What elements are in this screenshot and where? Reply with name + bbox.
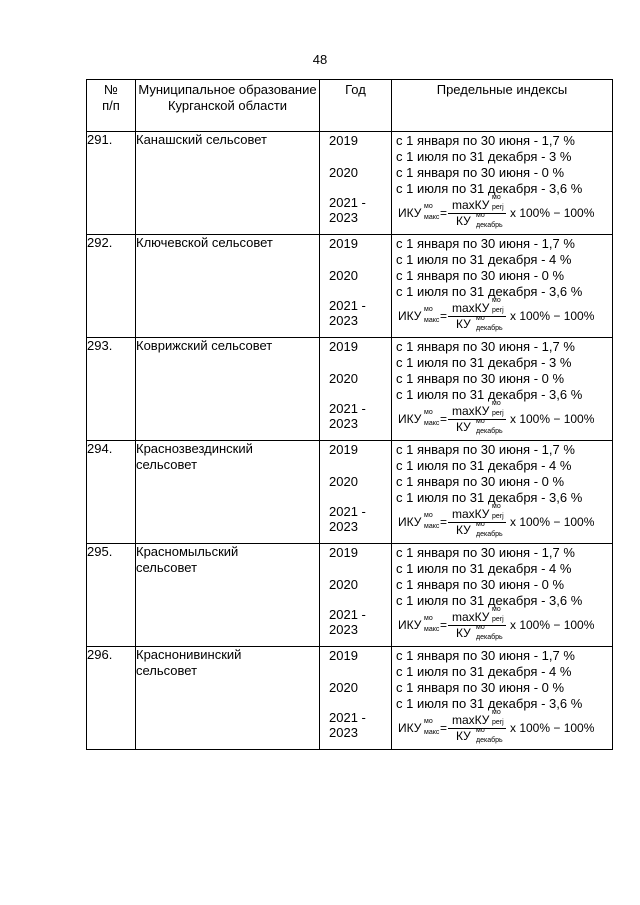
index-line-1: с 1 января по 30 июня - 1,7 % [396, 236, 575, 251]
formula-lhs [398, 512, 448, 530]
index-line-1: с 1 января по 30 июня - 1,7 % [396, 339, 575, 354]
formula-lhs-sub: макс [424, 729, 440, 736]
year-2021-2023: 2021 - 2023 [329, 195, 366, 225]
formula-numerator [452, 400, 504, 418]
formula-fraction [446, 503, 508, 539]
formula-equals: = [440, 618, 448, 632]
years-cell [320, 544, 392, 647]
index-line-4: с 1 июля по 31 декабря - 3,6 % [396, 490, 583, 505]
municipality-name-label: Коврижский сельсовет [136, 338, 273, 353]
years-cell [320, 647, 392, 750]
years-cell [320, 235, 392, 338]
indices-cell [392, 441, 613, 544]
row-number [87, 338, 136, 441]
index-line-4: с 1 июля по 31 декабря - 3,6 % [396, 284, 583, 299]
formula-denominator [456, 521, 503, 538]
formula-lhs [398, 718, 448, 736]
formula-den-text: КУ [456, 214, 471, 228]
formula-num-sub: perj [492, 204, 504, 211]
year-2020: 2020 [329, 474, 358, 489]
formula-lhs [398, 615, 448, 633]
formula-num-sup: мо [492, 194, 501, 201]
formula-lhs-sub: макс [424, 420, 440, 427]
index-line-3: с 1 января по 30 июня - 0 % [396, 680, 565, 695]
header-year [320, 80, 392, 132]
index-line-1: с 1 января по 30 июня - 1,7 % [396, 648, 575, 663]
municipality-name-label: Краснозвездинский сельсовет [136, 441, 253, 472]
header-municipality-label: Муниципальное образование Курганской области [138, 82, 317, 113]
table-row [87, 132, 613, 235]
formula-lhs-text: ИКУ [398, 618, 422, 632]
row-number [87, 647, 136, 750]
year-2020: 2020 [329, 680, 358, 695]
year-2021-2023: 2021 - 2023 [329, 607, 366, 637]
formula-den-sup: мо [476, 418, 485, 425]
row-number-label: 293. [87, 338, 113, 353]
index-line-3: с 1 января по 30 июня - 0 % [396, 474, 565, 489]
indices-cell [392, 338, 613, 441]
formula-den-sub: декабрь [476, 428, 503, 435]
formula-fraction [446, 709, 508, 745]
table-header-row [87, 80, 613, 132]
formula-lhs-sup: мо [424, 512, 433, 519]
index-line-2: с 1 июля по 31 декабря - 3 % [396, 149, 572, 164]
year-2020: 2020 [329, 371, 358, 386]
formula-numerator [452, 503, 504, 521]
formula-den-sup: мо [476, 624, 485, 631]
formula-den-text: КУ [456, 626, 471, 640]
index-line-2: с 1 июля по 31 декабря - 4 % [396, 458, 572, 473]
formula-equals: = [440, 515, 448, 529]
index-line-1: с 1 января по 30 июня - 1,7 % [396, 133, 575, 148]
index-formula [398, 194, 610, 230]
row-number [87, 544, 136, 647]
formula-num-sup: мо [492, 606, 501, 613]
index-formula [398, 709, 610, 745]
row-number-label: 292. [87, 235, 113, 250]
page-number: 48 [312, 52, 328, 67]
formula-lhs-sup: мо [424, 615, 433, 622]
index-line-3: с 1 января по 30 июня - 0 % [396, 577, 565, 592]
formula-lhs-text: ИКУ [398, 721, 422, 735]
formula-num-text: maxКУ [452, 404, 490, 418]
index-line-2: с 1 июля по 31 декабря - 4 % [396, 664, 572, 679]
index-line-3: с 1 января по 30 июня - 0 % [396, 165, 565, 180]
municipality-name [136, 441, 320, 544]
formula-rhs: x 100% − 100% [510, 206, 595, 220]
index-line-1: с 1 января по 30 июня - 1,7 % [396, 545, 575, 560]
index-formula [398, 606, 610, 642]
formula-lhs-sup: мо [424, 718, 433, 725]
formula-numerator [452, 709, 504, 727]
year-2020: 2020 [329, 577, 358, 592]
formula-den-sub: декабрь [476, 737, 503, 744]
formula-lhs-sub: макс [424, 626, 440, 633]
indices-cell [392, 132, 613, 235]
formula-num-text: maxКУ [452, 610, 490, 624]
year-2019: 2019 [329, 545, 358, 560]
formula-equals: = [440, 721, 448, 735]
year-2019: 2019 [329, 648, 358, 663]
municipality-name-label: Красномыльский сельсовет [136, 544, 239, 575]
header-municipality [136, 80, 320, 132]
index-line-2: с 1 июля по 31 декабря - 3 % [396, 355, 572, 370]
year-2019: 2019 [329, 133, 358, 148]
row-number-label: 294. [87, 441, 113, 456]
table-row [87, 544, 613, 647]
index-line-4: с 1 июля по 31 декабря - 3,6 % [396, 387, 583, 402]
table-row [87, 441, 613, 544]
formula-rhs: x 100% − 100% [510, 515, 595, 529]
year-2019: 2019 [329, 442, 358, 457]
header-indices [392, 80, 613, 132]
index-line-4: с 1 июля по 31 декабря - 3,6 % [396, 181, 583, 196]
formula-num-sup: мо [492, 297, 501, 304]
indices-cell [392, 544, 613, 647]
formula-den-text: КУ [456, 317, 471, 331]
formula-fraction [446, 194, 508, 230]
years-cell [320, 441, 392, 544]
formula-denominator [456, 727, 503, 744]
index-line-4: с 1 июля по 31 декабря - 3,6 % [396, 696, 583, 711]
formula-den-sub: декабрь [476, 325, 503, 332]
formula-denominator [456, 418, 503, 435]
municipality-name-label: Ключевской сельсовет [136, 235, 273, 250]
formula-lhs-sup: мо [424, 409, 433, 416]
formula-num-sup: мо [492, 709, 501, 716]
formula-lhs-text: ИКУ [398, 206, 422, 220]
formula-den-text: КУ [456, 523, 471, 537]
formula-den-sup: мо [476, 521, 485, 528]
formula-numerator [452, 194, 504, 212]
row-number [87, 235, 136, 338]
formula-numerator [452, 297, 504, 315]
formula-numerator [452, 606, 504, 624]
formula-denominator [456, 624, 503, 641]
formula-lhs-text: ИКУ [398, 309, 422, 323]
row-number-label: 291. [87, 132, 113, 147]
index-formula [398, 503, 610, 539]
formula-den-sup: мо [476, 315, 485, 322]
formula-rhs: x 100% − 100% [510, 721, 595, 735]
formula-num-sub: perj [492, 719, 504, 726]
row-number [87, 441, 136, 544]
row-number [87, 132, 136, 235]
formula-num-sup: мо [492, 400, 501, 407]
municipality-name [136, 544, 320, 647]
year-2019: 2019 [329, 236, 358, 251]
formula-num-text: maxКУ [452, 301, 490, 315]
header-indices-label: Предельные индексы [436, 82, 568, 97]
header-number [87, 80, 136, 132]
header-number-label: № п/п [102, 82, 120, 113]
formula-rhs: x 100% − 100% [510, 309, 595, 323]
formula-lhs-sub: макс [424, 317, 440, 324]
formula-num-sup: мо [492, 503, 501, 510]
formula-denominator [456, 315, 503, 332]
year-2021-2023: 2021 - 2023 [329, 710, 366, 740]
row-number-label: 295. [87, 544, 113, 559]
formula-lhs-sup: мо [424, 203, 433, 210]
formula-den-sub: декабрь [476, 531, 503, 538]
formula-den-sup: мо [476, 212, 485, 219]
formula-num-sub: perj [492, 513, 504, 520]
formula-lhs [398, 306, 448, 324]
formula-denominator [456, 212, 503, 229]
municipality-name [136, 132, 320, 235]
years-cell [320, 132, 392, 235]
header-year-label: Год [345, 82, 366, 97]
formula-lhs-text: ИКУ [398, 412, 422, 426]
formula-rhs: x 100% − 100% [510, 412, 595, 426]
formula-lhs [398, 409, 448, 427]
index-formula [398, 400, 610, 436]
table-row [87, 338, 613, 441]
formula-den-sup: мо [476, 727, 485, 734]
formula-lhs-sup: мо [424, 306, 433, 313]
formula-lhs [398, 203, 448, 221]
formula-den-text: КУ [456, 729, 471, 743]
formula-den-sub: декабрь [476, 634, 503, 641]
table-row [87, 235, 613, 338]
formula-den-text: КУ [456, 420, 471, 434]
formula-lhs-sub: макс [424, 214, 440, 221]
index-line-2: с 1 июля по 31 декабря - 4 % [396, 561, 572, 576]
year-2020: 2020 [329, 165, 358, 180]
formula-num-sub: perj [492, 410, 504, 417]
formula-fraction [446, 606, 508, 642]
formula-equals: = [440, 412, 448, 426]
formula-fraction [446, 297, 508, 333]
formula-equals: = [440, 206, 448, 220]
years-cell [320, 338, 392, 441]
formula-fraction [446, 400, 508, 436]
formula-num-sub: perj [492, 616, 504, 623]
indices-cell [392, 235, 613, 338]
index-formula [398, 297, 610, 333]
year-2020: 2020 [329, 268, 358, 283]
year-2019: 2019 [329, 339, 358, 354]
year-2021-2023: 2021 - 2023 [329, 401, 366, 431]
municipality-name-label: Канашский сельсовет [136, 132, 268, 147]
indices-table [86, 79, 613, 750]
index-line-2: с 1 июля по 31 декабря - 4 % [396, 252, 572, 267]
municipality-name-label: Краснонивинский сельсовет [136, 647, 242, 678]
row-number-label: 296. [87, 647, 113, 662]
table-row [87, 647, 613, 750]
formula-equals: = [440, 309, 448, 323]
municipality-name [136, 338, 320, 441]
formula-rhs: x 100% − 100% [510, 618, 595, 632]
formula-num-text: maxКУ [452, 713, 490, 727]
municipality-name [136, 235, 320, 338]
formula-num-sub: perj [492, 307, 504, 314]
year-2021-2023: 2021 - 2023 [329, 504, 366, 534]
municipality-name [136, 647, 320, 750]
index-line-1: с 1 января по 30 июня - 1,7 % [396, 442, 575, 457]
year-2021-2023: 2021 - 2023 [329, 298, 366, 328]
formula-lhs-text: ИКУ [398, 515, 422, 529]
formula-num-text: maxКУ [452, 198, 490, 212]
indices-cell [392, 647, 613, 750]
formula-num-text: maxКУ [452, 507, 490, 521]
index-line-3: с 1 января по 30 июня - 0 % [396, 268, 565, 283]
index-line-4: с 1 июля по 31 декабря - 3,6 % [396, 593, 583, 608]
formula-lhs-sub: макс [424, 523, 440, 530]
formula-den-sub: декабрь [476, 222, 503, 229]
index-line-3: с 1 января по 30 июня - 0 % [396, 371, 565, 386]
